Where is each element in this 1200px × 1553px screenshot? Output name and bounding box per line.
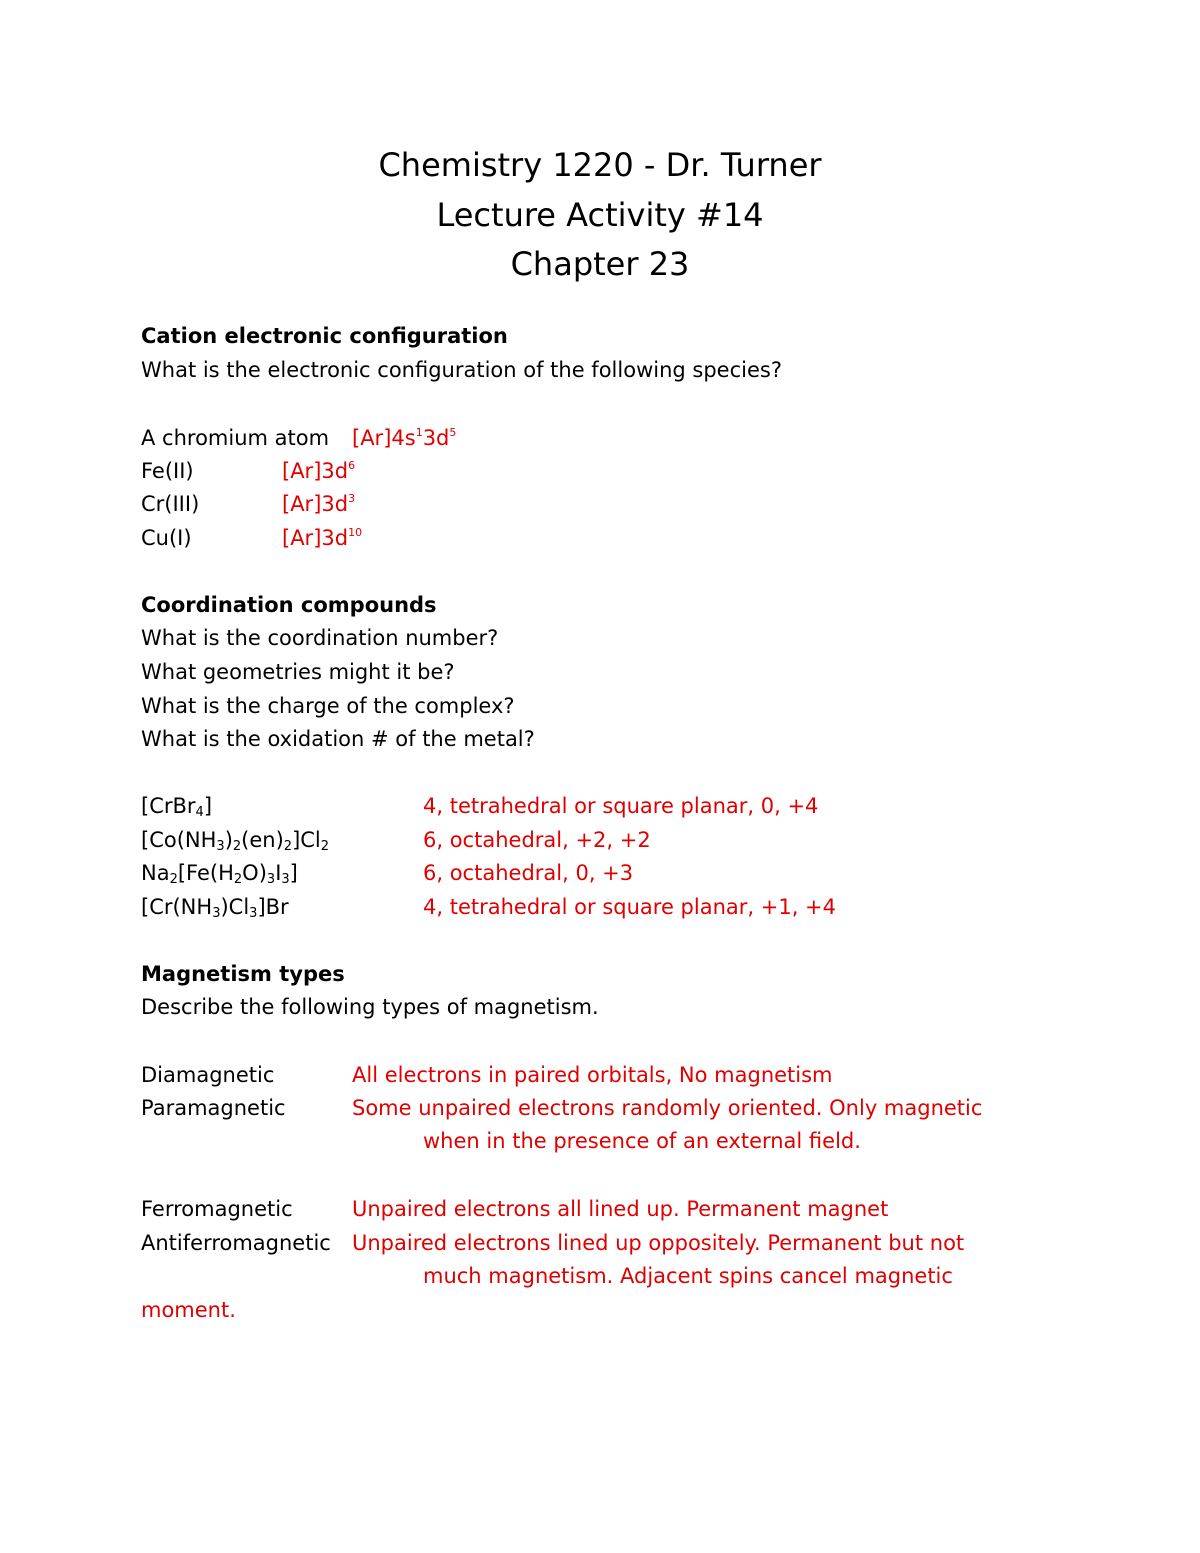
magnetism-answer: moment.	[141, 1298, 236, 1322]
config-answer: $[Ar]3d^3$	[282, 492, 356, 516]
compound-answer: 6, octahedral, +2, +2	[423, 828, 651, 852]
magnetism-answer: much magnetism. Adjacent spins cancel magnetic	[423, 1264, 953, 1288]
compound-formula: $[Cr(NH_3)Cl_3]Br$	[141, 895, 289, 921]
species-label: Cu(I)	[141, 526, 192, 550]
magnetism-label: Diamagnetic	[141, 1063, 275, 1087]
species-label: Fe(II)	[141, 459, 194, 483]
config-answer: $[Ar]3d^6$	[282, 459, 356, 483]
magnetism-answer: when in the presence of an external field.	[423, 1129, 861, 1153]
coordination-heading: Coordination compounds	[141, 593, 437, 617]
magnetism-answer: Unpaired electrons all lined up. Permanent magnet	[352, 1197, 889, 1221]
config-answer: $[Ar]4s^13d^5$	[352, 426, 457, 450]
chapter-title: Chapter 23	[510, 245, 690, 283]
config-answer: $[Ar]3d^{10}$	[282, 526, 363, 550]
magnetism-answer: Unpaired electrons lined up oppositely. Permanent but not	[352, 1231, 965, 1255]
compound-formula: [CrBr$_4$]	[141, 794, 213, 820]
magnetism-heading: Magnetism types	[141, 962, 345, 986]
coordination-question: What is the oxidation # of the metal?	[141, 727, 535, 751]
magnetism-question: Describe the following types of magnetism.	[141, 995, 599, 1019]
magnetism-label: Antiferromagnetic	[141, 1231, 331, 1255]
magnetism-answer: All electrons in paired orbitals, No magnetism	[352, 1063, 833, 1087]
cation-question: What is the electronic configuration of the following species?	[141, 358, 782, 382]
coordination-question: What is the coordination number?	[141, 626, 499, 650]
compound-formula: $[Co(NH_3)_2(en)_2]Cl_2$	[141, 828, 330, 854]
cation-heading: Cation electronic configuration	[141, 324, 508, 348]
magnetism-answer: Some unpaired electrons randomly oriented. Only magnetic	[352, 1096, 983, 1120]
compound-answer: 6, octahedral, 0, +3	[423, 861, 634, 885]
compound-answer: 4, tetrahedral or square planar, 0, +4	[423, 794, 819, 818]
species-label: A chromium atom	[141, 426, 330, 450]
compound-formula: $Na_2[Fe(H_2O)_3I_3]$	[141, 861, 298, 887]
compound-answer: 4, tetrahedral or square planar, +1, +4	[423, 895, 837, 919]
coordination-question: What geometries might it be?	[141, 660, 455, 684]
magnetism-label: Ferromagnetic	[141, 1197, 293, 1221]
course-title: Chemistry 1220 - Dr. Turner	[378, 146, 822, 184]
species-label: Cr(III)	[141, 492, 200, 516]
coordination-question: What is the charge of the complex?	[141, 694, 515, 718]
activity-title: Lecture Activity #14	[436, 196, 764, 234]
magnetism-label: Paramagnetic	[141, 1096, 286, 1120]
